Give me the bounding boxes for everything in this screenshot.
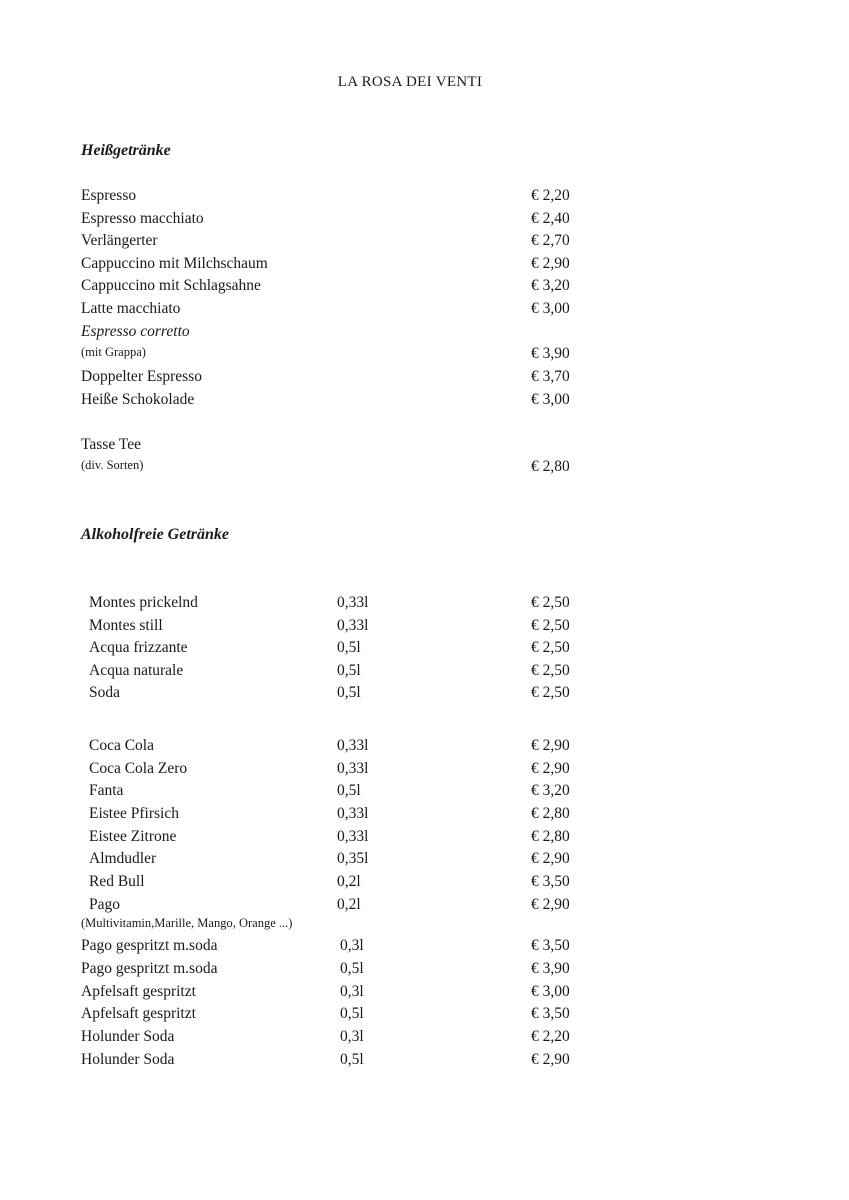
item-name: Montes prickelnd xyxy=(89,594,198,611)
item-size: 0,33l xyxy=(337,760,369,777)
item-name: Soda xyxy=(89,684,120,701)
menu-item-row xyxy=(0,594,849,616)
item-price: € 3,00 xyxy=(531,300,570,317)
item-name: Pago gespritzt m.soda xyxy=(81,937,218,954)
item-name: Latte macchiato xyxy=(81,300,181,317)
item-price: € 2,90 xyxy=(531,1051,570,1068)
item-price: € 2,90 xyxy=(531,850,570,867)
menu-item-row xyxy=(0,937,849,959)
menu-item-row xyxy=(0,805,849,827)
menu-item-row xyxy=(0,232,849,254)
item-price: € 3,90 xyxy=(531,345,570,362)
item-price: € 2,90 xyxy=(531,760,570,777)
item-size: 0,33l xyxy=(337,737,369,754)
item-price: € 3,50 xyxy=(531,937,570,954)
menu-item-row xyxy=(0,662,849,684)
menu-title: LA ROSA DEI VENTI xyxy=(337,74,483,90)
item-name: Tasse Tee xyxy=(81,436,141,453)
item-name: Apfelsaft gespritzt xyxy=(81,1005,196,1022)
item-name: Pago xyxy=(89,896,120,913)
section-heading-soft-drinks: Alkoholfreie Getränke xyxy=(81,526,229,543)
menu-item-row xyxy=(0,323,849,345)
item-price: € 3,00 xyxy=(531,391,570,408)
item-size: 0,5l xyxy=(337,662,361,679)
item-price: € 2,70 xyxy=(531,232,570,249)
item-name: Espresso corretto xyxy=(81,323,190,340)
item-price: € 2,90 xyxy=(531,896,570,913)
item-name: Acqua frizzante xyxy=(89,639,188,656)
item-name: Acqua naturale xyxy=(89,662,184,679)
menu-item-row xyxy=(0,368,849,390)
item-price: € 3,70 xyxy=(531,368,570,385)
item-size: 0,33l xyxy=(337,805,369,822)
item-size: 0,3l xyxy=(340,1028,364,1045)
item-price: € 3,50 xyxy=(531,873,570,890)
item-price: € 2,20 xyxy=(531,187,570,204)
item-price: € 3,00 xyxy=(531,983,570,1000)
item-size: 0,5l xyxy=(337,684,361,701)
item-note: (div. Sorten) xyxy=(81,458,144,472)
item-size: 0,35l xyxy=(337,850,369,867)
item-price: € 2,20 xyxy=(531,1028,570,1045)
menu-item-row xyxy=(0,639,849,661)
menu-item-row xyxy=(0,277,849,299)
menu-item-row xyxy=(0,1005,849,1027)
item-name: Almdudler xyxy=(89,850,157,867)
menu-item-row xyxy=(0,210,849,232)
menu-item-row xyxy=(0,916,849,938)
menu-item-row xyxy=(0,684,849,706)
menu-item-row xyxy=(0,850,849,872)
item-price: € 2,90 xyxy=(531,737,570,754)
item-price: € 3,20 xyxy=(531,782,570,799)
item-price: € 2,40 xyxy=(531,210,570,227)
section-heading-hot-drinks: Heißgetränke xyxy=(81,142,171,159)
item-name: Eistee Zitrone xyxy=(89,828,177,845)
menu-item-row xyxy=(0,617,849,639)
item-size: 0,5l xyxy=(337,782,361,799)
menu-item-row xyxy=(0,436,849,458)
menu-item-row xyxy=(0,255,849,277)
item-name: Holunder Soda xyxy=(81,1028,175,1045)
menu-item-row xyxy=(0,391,849,413)
item-price: € 3,50 xyxy=(531,1005,570,1022)
item-price: € 2,50 xyxy=(531,617,570,634)
item-name: Espresso xyxy=(81,187,137,204)
item-note: (mit Grappa) xyxy=(81,345,146,359)
item-price: € 2,90 xyxy=(531,255,570,272)
menu-item-row xyxy=(0,458,849,480)
menu-item-row xyxy=(0,300,849,322)
item-name: Pago gespritzt m.soda xyxy=(81,960,218,977)
menu-item-row xyxy=(0,760,849,782)
item-name: Espresso macchiato xyxy=(81,210,204,227)
item-name: Eistee Pfirsich xyxy=(89,805,179,822)
item-price: € 2,50 xyxy=(531,639,570,656)
item-name: Montes still xyxy=(89,617,163,634)
item-size: 0,2l xyxy=(337,896,361,913)
item-price: € 3,90 xyxy=(531,960,570,977)
item-size: 0,5l xyxy=(340,1005,364,1022)
item-price: € 3,20 xyxy=(531,277,570,294)
menu-item-row xyxy=(0,782,849,804)
item-size: 0,33l xyxy=(337,594,369,611)
menu-item-row xyxy=(0,1028,849,1050)
item-size: 0,5l xyxy=(340,1051,364,1068)
menu-item-row xyxy=(0,345,849,367)
item-name: Fanta xyxy=(89,782,124,799)
item-price: € 2,50 xyxy=(531,662,570,679)
item-name: Coca Cola xyxy=(89,737,154,754)
item-size: 0,33l xyxy=(337,828,369,845)
item-name: Cappuccino mit Milchschaum xyxy=(81,255,268,272)
item-size: 0,33l xyxy=(337,617,369,634)
menu-item-row xyxy=(0,187,849,209)
menu-item-row xyxy=(0,873,849,895)
item-size: 0,3l xyxy=(340,983,364,1000)
item-price: € 2,80 xyxy=(531,805,570,822)
item-name: Apfelsaft gespritzt xyxy=(81,983,196,1000)
item-price: € 2,80 xyxy=(531,828,570,845)
menu-item-row xyxy=(0,960,849,982)
item-name: Red Bull xyxy=(89,873,145,890)
item-size: 0,5l xyxy=(337,639,361,656)
item-name: Holunder Soda xyxy=(81,1051,175,1068)
item-name: Heiße Schokolade xyxy=(81,391,195,408)
item-name: Coca Cola Zero xyxy=(89,760,188,777)
item-price: € 2,80 xyxy=(531,458,570,475)
item-size: 0,5l xyxy=(340,960,364,977)
item-name: Doppelter Espresso xyxy=(81,368,202,385)
menu-item-row xyxy=(0,828,849,850)
menu-item-row xyxy=(0,737,849,759)
item-price: € 2,50 xyxy=(531,684,570,701)
menu-item-row xyxy=(0,896,849,918)
menu-item-row xyxy=(0,983,849,1005)
menu-item-row xyxy=(0,1051,849,1073)
item-note: (Multivitamin,Marille, Mango, Orange ...) xyxy=(81,916,293,930)
item-name: Cappuccino mit Schlagsahne xyxy=(81,277,261,294)
item-name: Verlängerter xyxy=(81,232,158,249)
item-size: 0,3l xyxy=(340,937,364,954)
item-size: 0,2l xyxy=(337,873,361,890)
item-price: € 2,50 xyxy=(531,594,570,611)
